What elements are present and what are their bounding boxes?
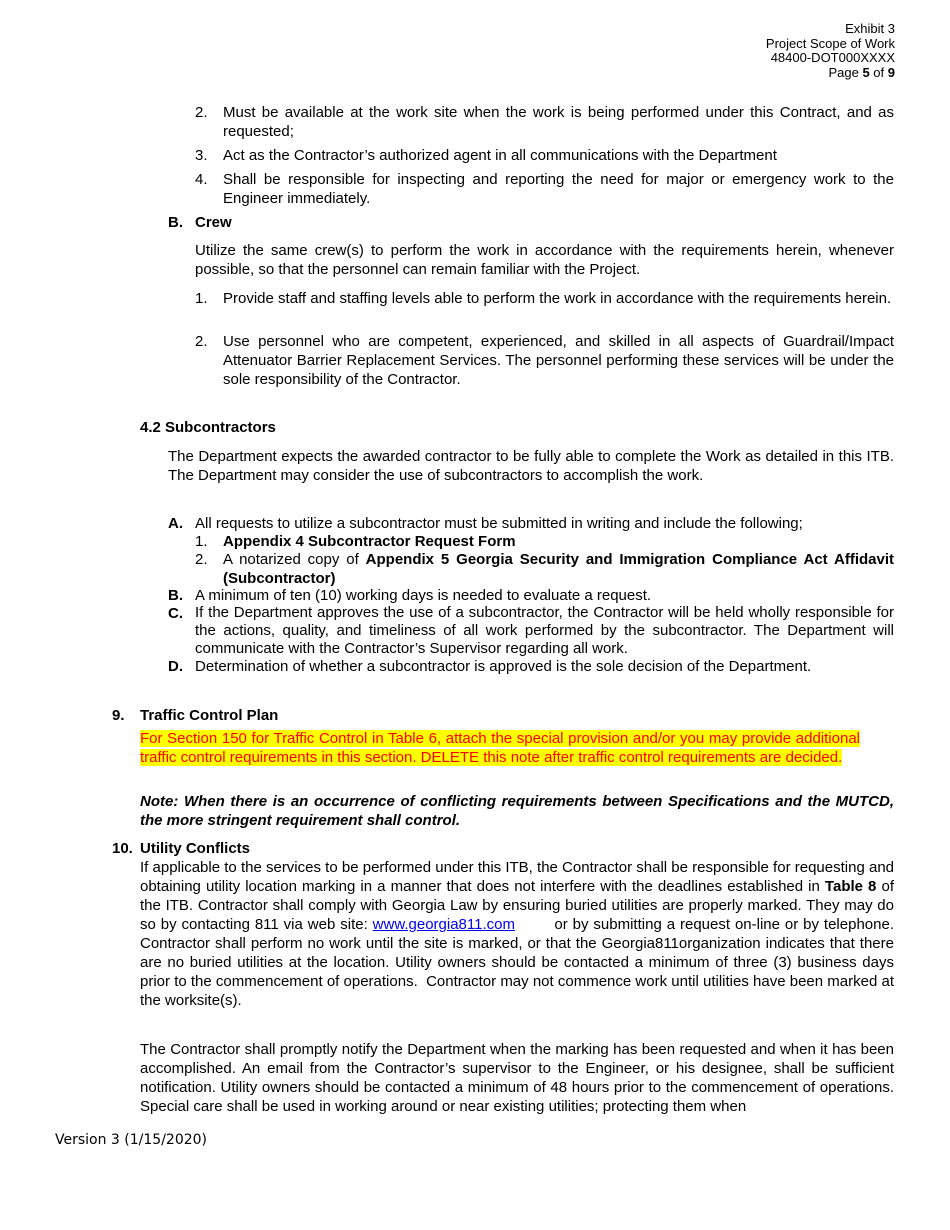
page-header bbox=[766, 22, 895, 80]
list-item: Provide staff and staffing levels able to perform the work in accordance with the requirements herein. bbox=[223, 290, 892, 307]
section-letter: C. bbox=[168, 605, 183, 622]
page-number: Page 5 of 9 bbox=[828, 64, 895, 80]
section-number: 10. bbox=[112, 840, 133, 857]
list-number: 2. bbox=[195, 104, 208, 121]
georgia811-link[interactable]: www.georgia811.com bbox=[372, 916, 515, 933]
traffic-heading: Traffic Control Plan bbox=[140, 707, 279, 724]
subcontractor-requirement: Determination of whether a subcontractor is approved is the sole decision of the Department. bbox=[195, 658, 812, 675]
section-letter: B. bbox=[168, 214, 183, 231]
utility-paragraph-1: If applicable to the services to be performed under this ITB, the Contractor shall be responsible for requesting and obtaining utility location marking in a manner that does not interfere with the deadlines established in Table 8 of the ITB. Contractor shall comply with Georgia Law by ensuring buried utilities are properly marked. They may do so by contacting 811 via web site: www.georgia811.com or by submitting a request on-line or by telephone. Contractor shall perform no work until the site is marked, or that the Georgia811organization indicates that there are no buried utilities at the location. Utility owners should be contacted a minimum of three (3) business days prior to the commencement of operations. Contractor may not commence work until utilities have been marked at the worksite(s). bbox=[140, 859, 899, 1009]
section-letter: A. bbox=[168, 515, 183, 532]
list-number: 2. bbox=[195, 333, 208, 350]
appendix-5-item: A notarized copy of Appendix 5 Georgia Security and Immigration Compliance Act Affidavit (Subcontractor) bbox=[223, 551, 894, 587]
crew-heading: Crew bbox=[195, 214, 232, 231]
list-item: Shall be responsible for inspecting and reporting the need for major or emergency work to the Engineer immediately. bbox=[223, 171, 894, 207]
exhibit-label: Exhibit 3 bbox=[845, 21, 895, 36]
list-number: 1. bbox=[195, 533, 208, 550]
list-number: 3. bbox=[195, 147, 208, 164]
list-item: Must be available at the work site when the work is being performed under this Contract, and as requested; bbox=[223, 104, 894, 140]
crew-intro: Utilize the same crew(s) to perform the work in accordance with the requirements herein, whenever possible, so that the personnel can remain familiar with the Project. bbox=[195, 242, 894, 278]
list-number: 4. bbox=[195, 171, 208, 188]
appendix-4-item: Appendix 4 Subcontractor Request Form bbox=[223, 533, 516, 550]
subcontractors-intro: The Department expects the awarded contractor to be fully able to complete the Work as detailed in this ITB. The Department may consider the use of subcontractors to accomplish the work. bbox=[168, 448, 894, 484]
version-footer: Version 3 (1/15/2020) bbox=[55, 1132, 207, 1148]
section-letter: D. bbox=[168, 658, 183, 675]
mutcd-note: Note: When there is an occurrence of conflicting requirements between Specifications and the MUTCD, the more stringent requirement shall control. bbox=[140, 793, 894, 829]
list-number: 1. bbox=[195, 290, 208, 307]
section-letter: B. bbox=[168, 587, 183, 604]
list-item: Use personnel who are competent, experienced, and skilled in all aspects of Guardrail/Impact Attenuator Barrier Replacement Services. The personnel performing these services will be under the sole responsibility of the Contractor. bbox=[223, 333, 894, 388]
utility-paragraph-2: The Contractor shall promptly notify the Department when the marking has been requested and when it has been accomplished. An email from the Contractor’s supervisor to the Engineer, or his designee, shall be sufficient notification. Utility owners should be contacted a minimum of 48 hours prior to the commencement of operations. Special care shall be used in working around or near existing utilities; protecting them when bbox=[140, 1041, 894, 1115]
subcontractors-heading: 4.2 Subcontractors bbox=[140, 419, 276, 436]
contract-number: 48400-DOT000XXXX bbox=[770, 50, 895, 65]
project-label: Project Scope of Work bbox=[765, 35, 895, 51]
subcontractor-requirement: If the Department approves the use of a subcontractor, the Contractor will be held wholly responsible for the actions, quality, and timeliness of all work performed by the subcontractor. The Department will communicate with the Contractor’s Supervisor regarding all work. bbox=[195, 604, 894, 657]
utility-heading: Utility Conflicts bbox=[140, 840, 251, 857]
list-number: 2. bbox=[195, 551, 208, 568]
subcontractor-requirement: A minimum of ten (10) working days is needed to evaluate a request. bbox=[195, 587, 652, 604]
list-item: Act as the Contractor’s authorized agent in all communications with the Department bbox=[223, 147, 777, 164]
traffic-instruction-note: For Section 150 for Traffic Control in Table 6, attach the special provision and/or you may provide additional traffic control requirements in this section. DELETE this note after traffic control requirements are decided. bbox=[140, 730, 860, 766]
section-number: 9. bbox=[112, 707, 125, 724]
subcontractor-requirement: All requests to utilize a subcontractor must be submitted in writing and include the following; bbox=[195, 515, 803, 532]
